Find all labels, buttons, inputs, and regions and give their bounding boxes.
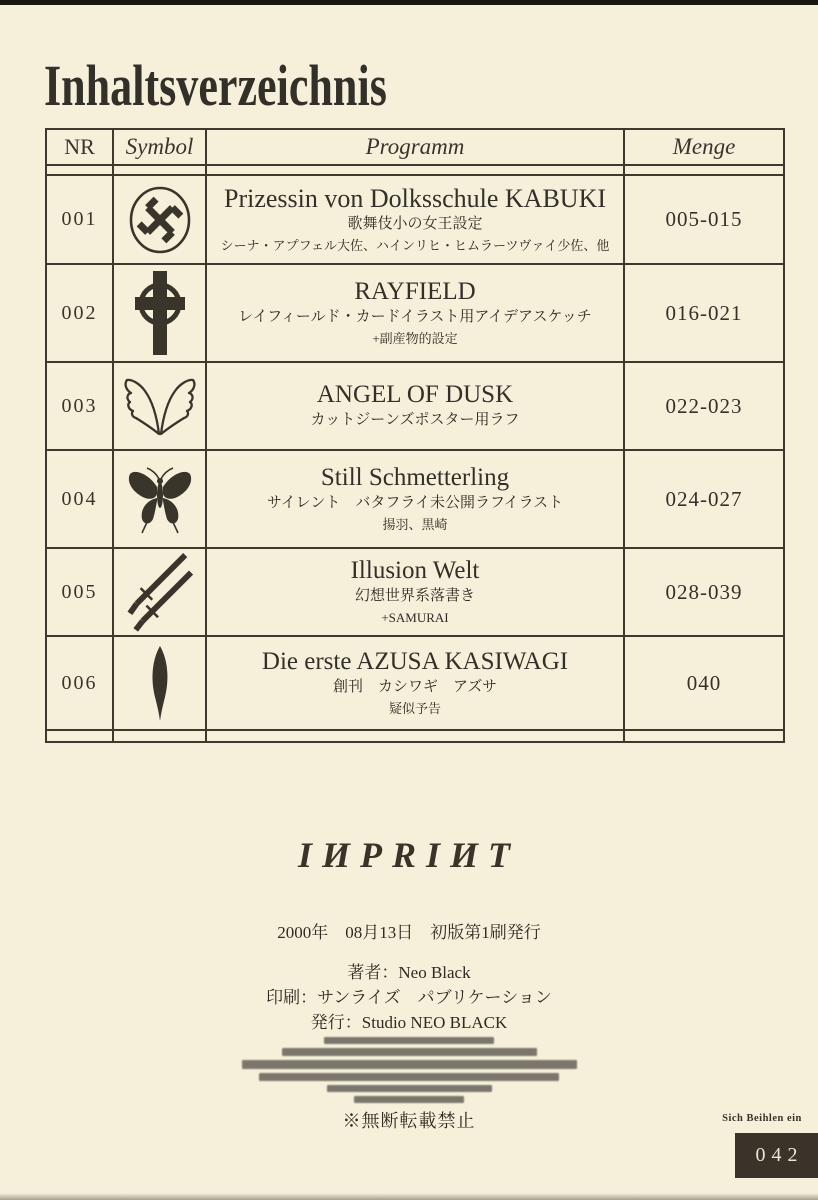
program-title: Still Schmetterling: [320, 464, 510, 491]
spacer-row: [47, 731, 783, 741]
row-nr: 005: [47, 549, 114, 635]
row-nr: 002: [47, 265, 114, 361]
imprint-date-line: 2000年 08月13日 初版第1刷発行: [277, 923, 541, 942]
swastika-ellipse-icon: [127, 184, 193, 256]
illegible-fine-print-block: [0, 1033, 818, 1103]
program-note: シーナ・アプフェル大佐、ハインリヒ・ヒムラーツヴァイ少佐、他: [220, 237, 610, 253]
illegible-fine-print-line: [324, 1037, 494, 1044]
program-note: 揚羽、黒崎: [382, 516, 448, 532]
program-note: 疑似予告: [388, 700, 441, 716]
row-menge: 005-015: [665, 207, 743, 231]
row-symbol-cell: [114, 637, 207, 729]
table-row: [47, 549, 783, 637]
header-programm: Programm: [207, 130, 625, 164]
row-nr: 006: [47, 637, 114, 729]
table-header-row: [47, 130, 783, 166]
header-symbol: Symbol: [114, 130, 207, 164]
program-title: ANGEL OF DUSK: [316, 380, 514, 408]
program-title: Illusion Welt: [350, 557, 480, 584]
imprint-heading: IИPRIИT: [297, 835, 520, 875]
row-program-cell: [207, 176, 625, 263]
contents-table: [45, 128, 785, 743]
celtic-cross-icon: [130, 269, 190, 357]
row-menge: 016-021: [665, 300, 743, 325]
corner-caption: Sich Beihlen ein: [722, 1113, 802, 1124]
illegible-fine-print-line: [282, 1048, 537, 1056]
program-subtitle: レイフィールド・カードイラスト用アイデアスケッチ: [238, 308, 592, 325]
row-symbol-cell: [114, 451, 207, 547]
row-menge: 028-039: [665, 579, 743, 604]
program-title: Prizessin von Dolksschule KABUKI: [223, 183, 607, 213]
leaf-icon: [147, 643, 173, 723]
row-symbol-cell: [114, 363, 207, 449]
scan-edge-strip: [0, 0, 818, 5]
crossed-katana-icon: [127, 551, 193, 633]
table-row: [47, 637, 783, 731]
row-menge: 040: [686, 670, 722, 695]
program-title: RAYFIELD: [354, 278, 476, 305]
table-row: [47, 176, 783, 265]
table-row: [47, 451, 783, 549]
row-program-cell: [207, 363, 625, 449]
page-number-box: [735, 1133, 818, 1178]
illegible-fine-print-line: [354, 1096, 464, 1103]
program-subtitle: 創刊 カシワギ アズサ: [332, 678, 498, 695]
reprint-prohibited-notice: ※無断転載禁止: [342, 1111, 476, 1131]
header-menge: Menge: [672, 134, 736, 159]
spacer-row: [47, 166, 783, 176]
illegible-fine-print-line: [242, 1060, 577, 1069]
table-row: [47, 363, 783, 451]
row-nr: 004: [47, 451, 114, 547]
row-program-cell: [207, 549, 625, 635]
illegible-fine-print-line: [259, 1073, 559, 1081]
row-program-cell: [207, 451, 625, 547]
row-program-cell: [207, 265, 625, 361]
imprint-printer-line: 印刷：サンライズ パブリケーション: [266, 988, 552, 1007]
illegible-fine-print-line: [327, 1085, 492, 1092]
program-note: +SAMURAI: [381, 609, 449, 625]
program-subtitle: 幻想世界系落書き: [354, 587, 475, 604]
page-title: Inhaltsverzeichnis: [44, 53, 387, 118]
program-note: +副産物的設定: [372, 330, 458, 346]
imprint-credits: [0, 960, 818, 1035]
program-subtitle: サイレント バタフライ未公開ラフイラスト: [266, 494, 564, 511]
scan-bottom-shadow: [0, 1193, 818, 1200]
program-subtitle: カットジーンズポスター用ラフ: [310, 411, 520, 428]
row-nr: 001: [47, 176, 114, 263]
angel-wings-icon: [123, 376, 197, 436]
row-symbol-cell: [114, 265, 207, 361]
row-symbol-cell: [114, 549, 207, 635]
imprint-publisher-line: 発行：Studio NEO BLACK: [310, 1013, 508, 1032]
program-subtitle: 歌舞伎小の女王設定: [347, 215, 483, 232]
row-menge: 024-027: [665, 486, 743, 511]
header-nr: NR: [47, 130, 114, 164]
page-number: 042: [755, 1144, 804, 1166]
row-program-cell: [207, 637, 625, 729]
imprint-author-line: 著者：Neo Black: [347, 963, 471, 982]
row-menge: 022-023: [665, 393, 743, 418]
table-row: [47, 265, 783, 363]
row-symbol-cell: [114, 176, 207, 263]
program-title: Die erste AZUSA KASIWAGI: [261, 648, 569, 675]
row-nr: 003: [47, 363, 114, 449]
butterfly-icon: [128, 460, 192, 538]
